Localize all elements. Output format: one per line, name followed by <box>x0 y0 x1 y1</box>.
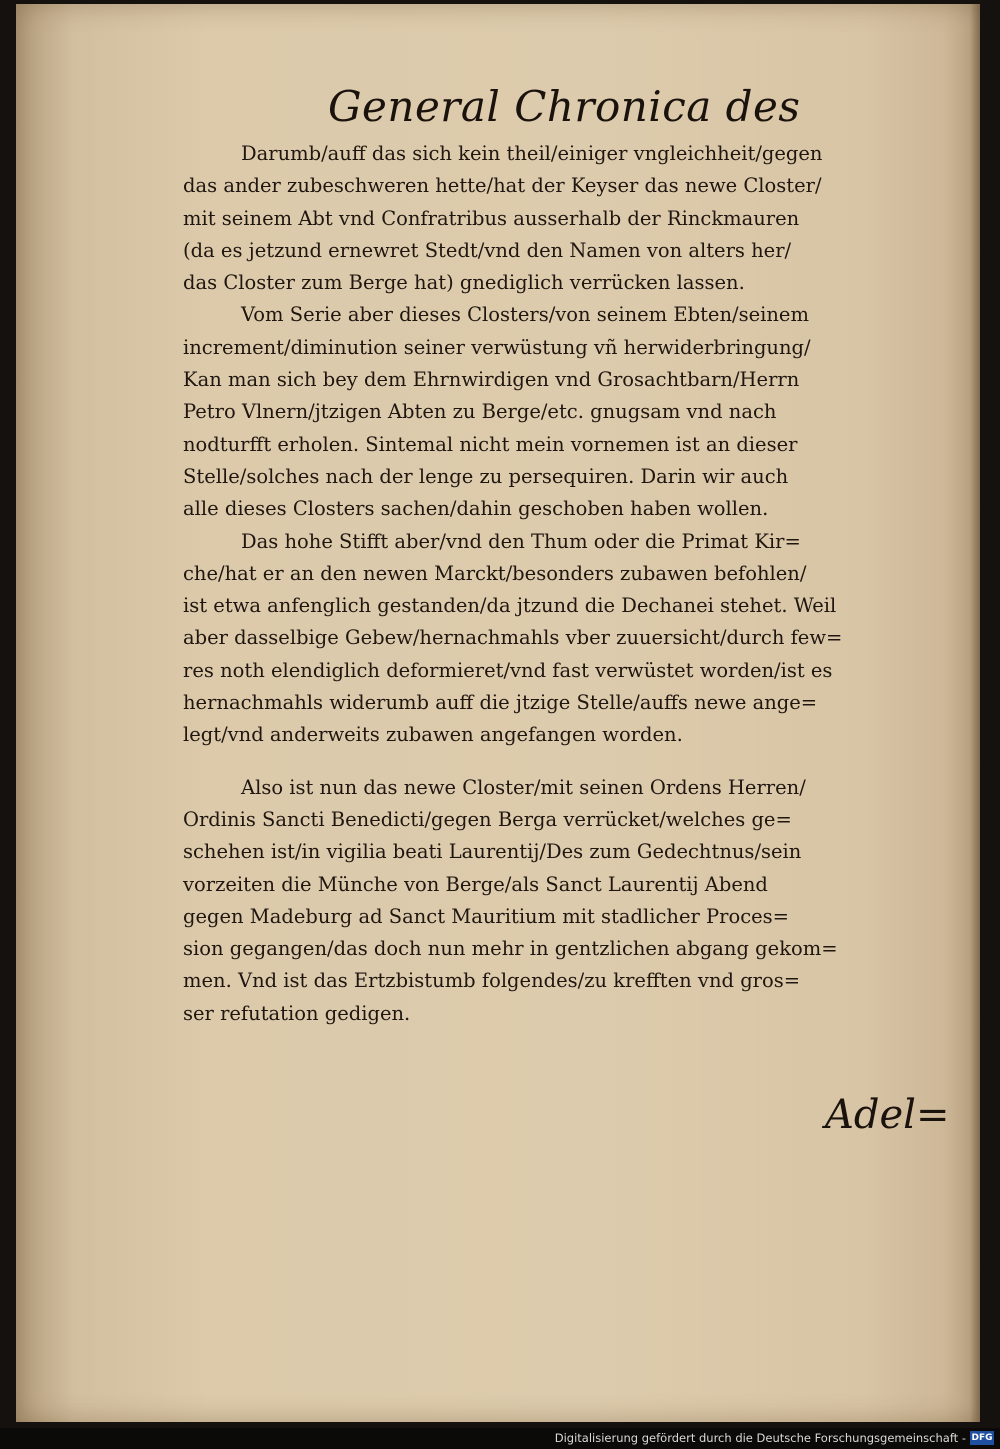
text-line: Vom Serie aber dieses Closters/von seinem Ebten/seinem <box>241 303 809 327</box>
text-line: res noth elendiglich deformieret/vnd fast verwüstet worden/ist es <box>183 658 833 682</box>
text-line: Das hohe Stifft aber/vnd den Thum oder die Primat Kir= <box>241 529 801 553</box>
text-line: hernachmahls widerumb auff die jtzige Stelle/auffs newe ange= <box>183 691 818 715</box>
text-line: sion gegangen/das doch nun mehr in gentzlichen abgang gekom= <box>183 937 838 961</box>
text-line: gegen Madeburg ad Sanct Mauritium mit stadlicher Proces= <box>183 904 790 928</box>
running-header: General Chronica des <box>328 82 801 131</box>
text-line: schehen ist/in vigilia beati Laurentij/Des zum Gedechtnus/sein <box>183 840 802 864</box>
funding-notice: Digitalisierung gefördert durch die Deutsche Forschungsgemeinschaft - <box>554 1431 966 1445</box>
text-line: Darumb/auff das sich kein theil/einiger vngleichheit/gegen <box>241 142 823 165</box>
footer-bar <box>0 1428 1000 1449</box>
text-line: mit seinem Abt vnd Confratribus ausserhalb der Rinckmauren <box>183 206 800 230</box>
text-line: aber dasselbige Gebew/hernachmahls vber zuuersicht/durch few= <box>183 626 843 650</box>
text-line: Kan man sich bey dem Ehrnwirdigen vnd Grosachtbarn/Herrn <box>183 368 800 392</box>
text-line: das ander zubeschweren hette/hat der Keyser das newe Closter/ <box>183 174 822 198</box>
text-line: Ordinis Sancti Benedicti/gegen Berga verrücket/welches ge= <box>183 807 792 831</box>
page-text <box>183 138 928 1030</box>
catchword: Adel= <box>825 1092 950 1138</box>
text-line: ist etwa anfenglich gestanden/da jtzund die Dechanei stehet. Weil <box>183 594 837 618</box>
text-line: che/hat er an den newen Marckt/besonders zubawen befohlen/ <box>183 561 807 585</box>
text-line: legt/vnd anderweits zubawen angefangen worden. <box>183 723 683 747</box>
paragraph <box>183 299 928 525</box>
page-edge-shadow <box>970 4 980 1422</box>
text-line: Also ist nun das newe Closter/mit seinen Ordens Herren/ <box>241 775 806 799</box>
paragraph-spacer <box>183 752 928 772</box>
text-line: Stelle/solches nach der lenge zu persequiren. Darin wir auch <box>183 464 789 488</box>
text-line: men. Vnd ist das Ertzbistumb folgendes/zu krefften vnd gros= <box>183 969 801 993</box>
paragraph <box>183 138 928 299</box>
text-line: das Closter zum Berge hat) gnediglich verrücken lassen. <box>183 271 745 295</box>
text-line: nodturfft erholen. Sintemal nicht mein vornemen ist an dieser <box>183 432 798 456</box>
text-line: Petro Vlnern/jtzigen Abten zu Berge/etc. gnugsam vnd nach <box>183 400 777 424</box>
dfg-logo-icon: DFG <box>971 1433 993 1443</box>
text-line: alle dieses Closters sachen/dahin geschoben haben wollen. <box>183 497 769 521</box>
text-line: vorzeiten die Münche von Berge/als Sanct Laurentij Abend <box>183 872 768 896</box>
text-line: (da es jetzund ernewret Stedt/vnd den Namen von alters her/ <box>183 238 792 262</box>
paragraph <box>183 526 928 752</box>
text-line: increment/diminution seiner verwüstung vñ herwiderbringung/ <box>183 335 811 359</box>
text-line: ser refutation gedigen. <box>183 1001 411 1025</box>
paragraph <box>183 772 928 1030</box>
